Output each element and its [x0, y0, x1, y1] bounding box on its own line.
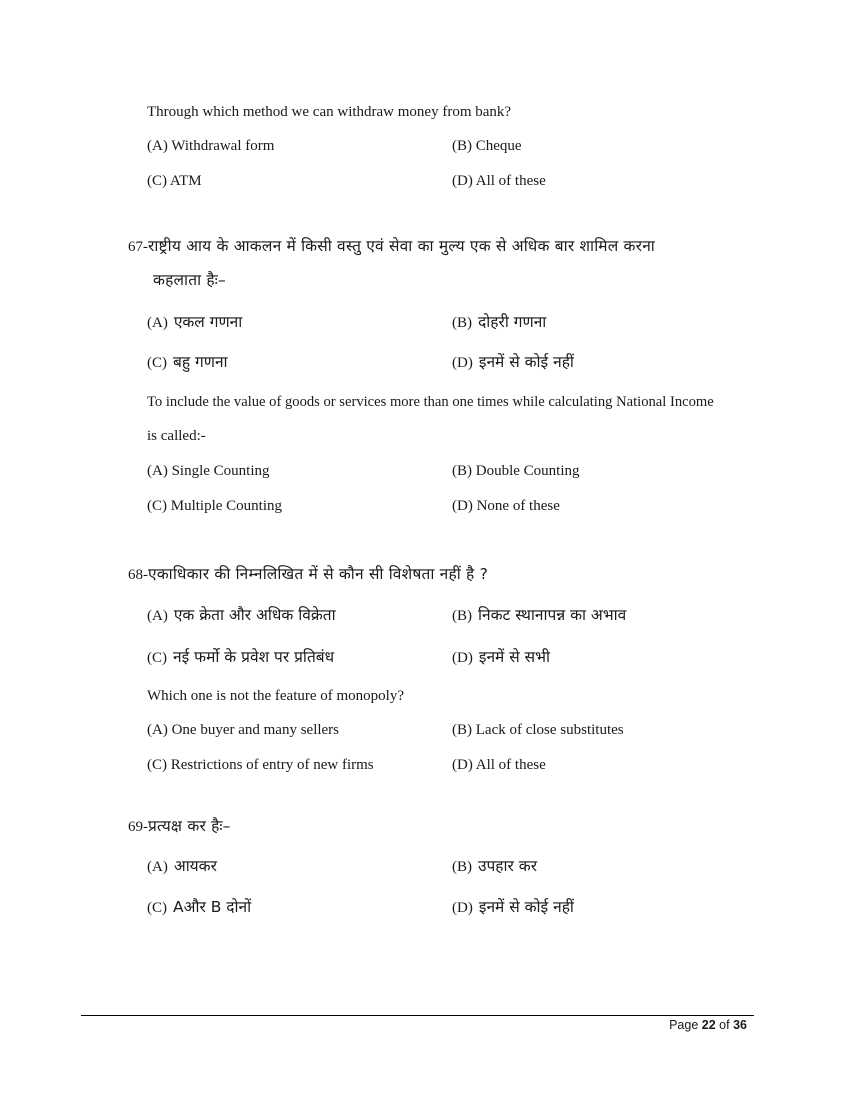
q68-option-c-en: (C) Restrictions of entry of new firms	[147, 757, 374, 773]
option-text: आयकर	[173, 857, 217, 875]
q68-question-hi-text: एकाधिकार की निम्नलिखित में से कौन सी विशेषता नहीं है ?	[148, 565, 489, 583]
option-text: दोहरी गणना	[478, 313, 547, 331]
q67-option-d-en: (D) None of these	[452, 498, 560, 514]
footer-divider	[81, 1015, 754, 1016]
q68-option-b-hi	[452, 605, 626, 626]
q68-number: 68-	[128, 567, 148, 583]
option-label: (D)	[452, 355, 473, 371]
q66-question-en: Through which method we can withdraw money from bank?	[147, 104, 512, 120]
q67-option-d-hi	[452, 352, 574, 373]
option-text: इनमें से कोई नहीं	[478, 898, 574, 916]
option-text: Aऔर B दोनों	[173, 898, 252, 916]
option-label: (A)	[147, 608, 168, 624]
q67-option-c-hi	[147, 352, 228, 373]
option-label: (B)	[452, 859, 472, 875]
option-text: एकल गणना	[173, 313, 243, 331]
total-pages: 36	[733, 1018, 747, 1032]
option-label: (D)	[452, 900, 473, 916]
q69-option-c-hi	[147, 897, 251, 918]
q67-option-c-en: (C) Multiple Counting	[147, 498, 282, 514]
q69-number: 69-	[128, 819, 148, 835]
q67-question-hi	[128, 236, 655, 257]
q69-option-a-hi	[147, 856, 217, 877]
option-text: बहु गणना	[173, 353, 228, 371]
q67-option-a-en: (A) Single Counting	[147, 463, 270, 479]
option-label: (D)	[452, 650, 473, 666]
q68-question-en: Which one is not the feature of monopoly?	[147, 688, 405, 704]
q67-option-b-en: (B) Double Counting	[452, 463, 580, 479]
q67-option-b-hi	[452, 312, 546, 333]
option-label: (A)	[147, 315, 168, 331]
q69-question-hi-text: प्रत्यक्ष कर हैः–	[148, 817, 231, 835]
option-label: (C)	[147, 900, 167, 916]
q67-question-en-line2: is called:-	[147, 428, 206, 444]
page-word: Page	[669, 1018, 699, 1032]
q68-option-d-hi	[452, 647, 550, 668]
q67-question-hi-line1: राष्ट्रीय आय के आकलन में किसी वस्तु एवं सेवा का मुल्य एक से अधिक बार शामिल करना	[148, 237, 656, 255]
q66-option-a-en: (A) Withdrawal form	[147, 138, 275, 154]
option-text: इनमें से सभी	[478, 648, 551, 666]
option-label: (C)	[147, 650, 167, 666]
q69-question-hi	[128, 816, 231, 837]
q68-option-d-en: (D) All of these	[452, 757, 546, 773]
q67-number: 67-	[128, 239, 148, 255]
q67-question-en-line1: To include the value of goods or services more than one times while calculating National Income	[147, 394, 714, 410]
option-label: (B)	[452, 608, 472, 624]
q68-question-hi	[128, 564, 488, 585]
option-text: नई फर्मो के प्रवेश पर प्रतिबंध	[173, 648, 335, 666]
option-label: (B)	[452, 315, 472, 331]
q68-option-c-hi	[147, 647, 334, 668]
q68-option-a-hi	[147, 605, 336, 626]
option-text: इनमें से कोई नहीं	[478, 353, 574, 371]
q69-option-d-hi	[452, 897, 574, 918]
q66-option-c-en: (C) ATM	[147, 173, 202, 189]
q69-option-b-hi	[452, 856, 537, 877]
option-label: (C)	[147, 355, 167, 371]
option-text: उपहार कर	[478, 857, 538, 875]
option-text: निकट स्थानापन्न का अभाव	[478, 606, 627, 624]
current-page: 22	[701, 1018, 716, 1032]
q66-option-d-en: (D) All of these	[452, 173, 546, 189]
q68-option-b-en: (B) Lack of close substitutes	[452, 722, 624, 738]
of-word: of	[719, 1018, 730, 1032]
q67-option-a-hi	[147, 312, 242, 333]
page-number	[669, 1018, 747, 1032]
option-text: एक क्रेता और अधिक विक्रेता	[173, 606, 336, 624]
q67-question-hi-line2: कहलाता हैः–	[153, 271, 226, 289]
option-label: (A)	[147, 859, 168, 875]
q66-option-b-en: (B) Cheque	[452, 138, 522, 154]
q68-option-a-en: (A) One buyer and many sellers	[147, 722, 340, 738]
